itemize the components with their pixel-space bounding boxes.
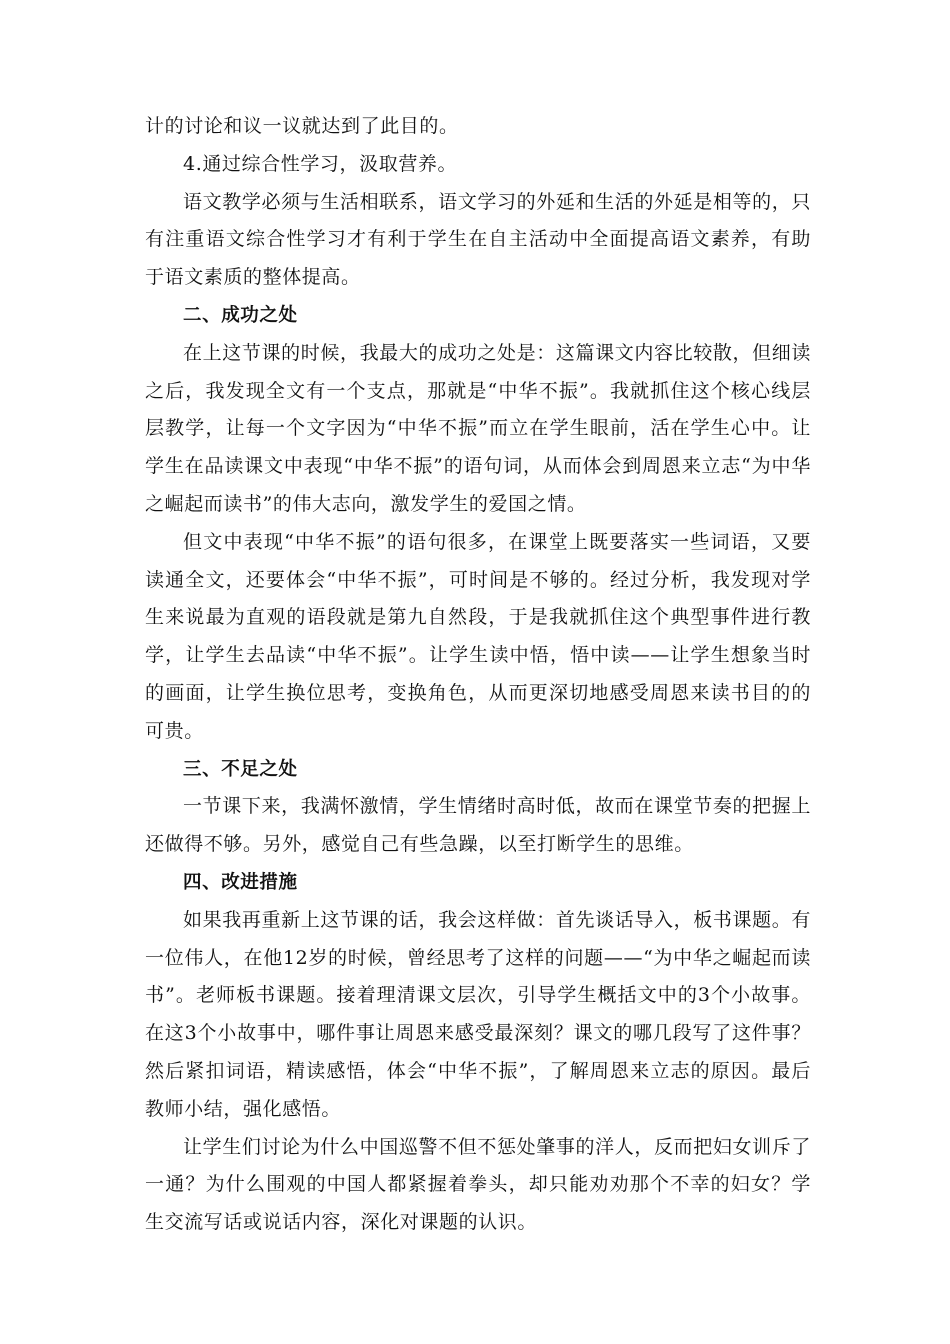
paragraph-improvements-1: 如果我再重新上这节课的话，我会这样做：首先谈话导入，板书课题。有一位伟人，在他12岁的时候，曾经思考了这样的问题——“为中华之崛起而读书”。老师板书课题。接着理清课文层次，引导学生概括文中的3个小故事。在这3个小故事中，哪件事让周恩来感受最深刻？课文的哪几段写了这件事？然后紧扣词语，精读感悟，体会“中华不振”，了解周恩来立志的原因。最后教师小结，强化感悟。 <box>145 908 811 1120</box>
paragraph-point-4: 4.通过综合性学习，汲取营养。 <box>183 152 458 175</box>
paragraph-improvements-2: 让学生们讨论为什么中国巡警不但不惩处肇事的洋人，反而把妇女训斥了一通？为什么围观的中国人都紧握着拳头，却只能劝劝那个不幸的妇女？学生交流写话或说话内容，深化对课题的认识。 <box>145 1135 811 1234</box>
paragraph-success-1: 在上这节课的时候，我最大的成功之处是：这篇课文内容比较散，但细读之后，我发现全文有一个支点，那就是“中华不振”。我就抓住这个核心线层层教学，让每一个文字因为“中华不振”而立在学生眼前，活在学生心中。让学生在品读课文中表现“中华不振”的语句词，从而体会到周恩来立志“为中华之崛起而读书”的伟大志向，激发学生的爱国之情。 <box>145 341 811 515</box>
document-body <box>145 108 811 1242</box>
heading-success: 二、成功之处 <box>183 304 298 326</box>
paragraph-continuation: 计的讨论和议一议就达到了此目的。 <box>145 115 459 137</box>
heading-improvements: 四、改进措施 <box>183 871 298 893</box>
heading-shortcomings: 三、不足之处 <box>183 758 298 780</box>
paragraph-success-2: 但文中表现“中华不振”的语句很多，在课堂上既要落实一些词语，又要读通全文，还要体会“中华不振”，可时间是不够的。经过分析，我发现对学生来说最为直观的语段就是第九自然段，于是我就抓住这个典型事件进行教学，让学生去品读“中华不振”。让学生读中悟，悟中读——让学生想象当时的画面，让学生换位思考，变换角色，从而更深切地感受周恩来读书目的的可贵。 <box>145 530 811 742</box>
paragraph-shortcomings: 一节课下来，我满怀激情，学生情绪时高时低，故而在课堂节奏的把握上还做得不够。另外，感觉自己有些急躁，以至打断学生的思维。 <box>145 795 811 856</box>
paragraph-life-connection: 语文教学必须与生活相联系，语文学习的外延和生活的外延是相等的，只有注重语文综合性学习才有利于学生在自主活动中全面提高语文素养，有助于语文素质的整体提高。 <box>145 190 811 289</box>
